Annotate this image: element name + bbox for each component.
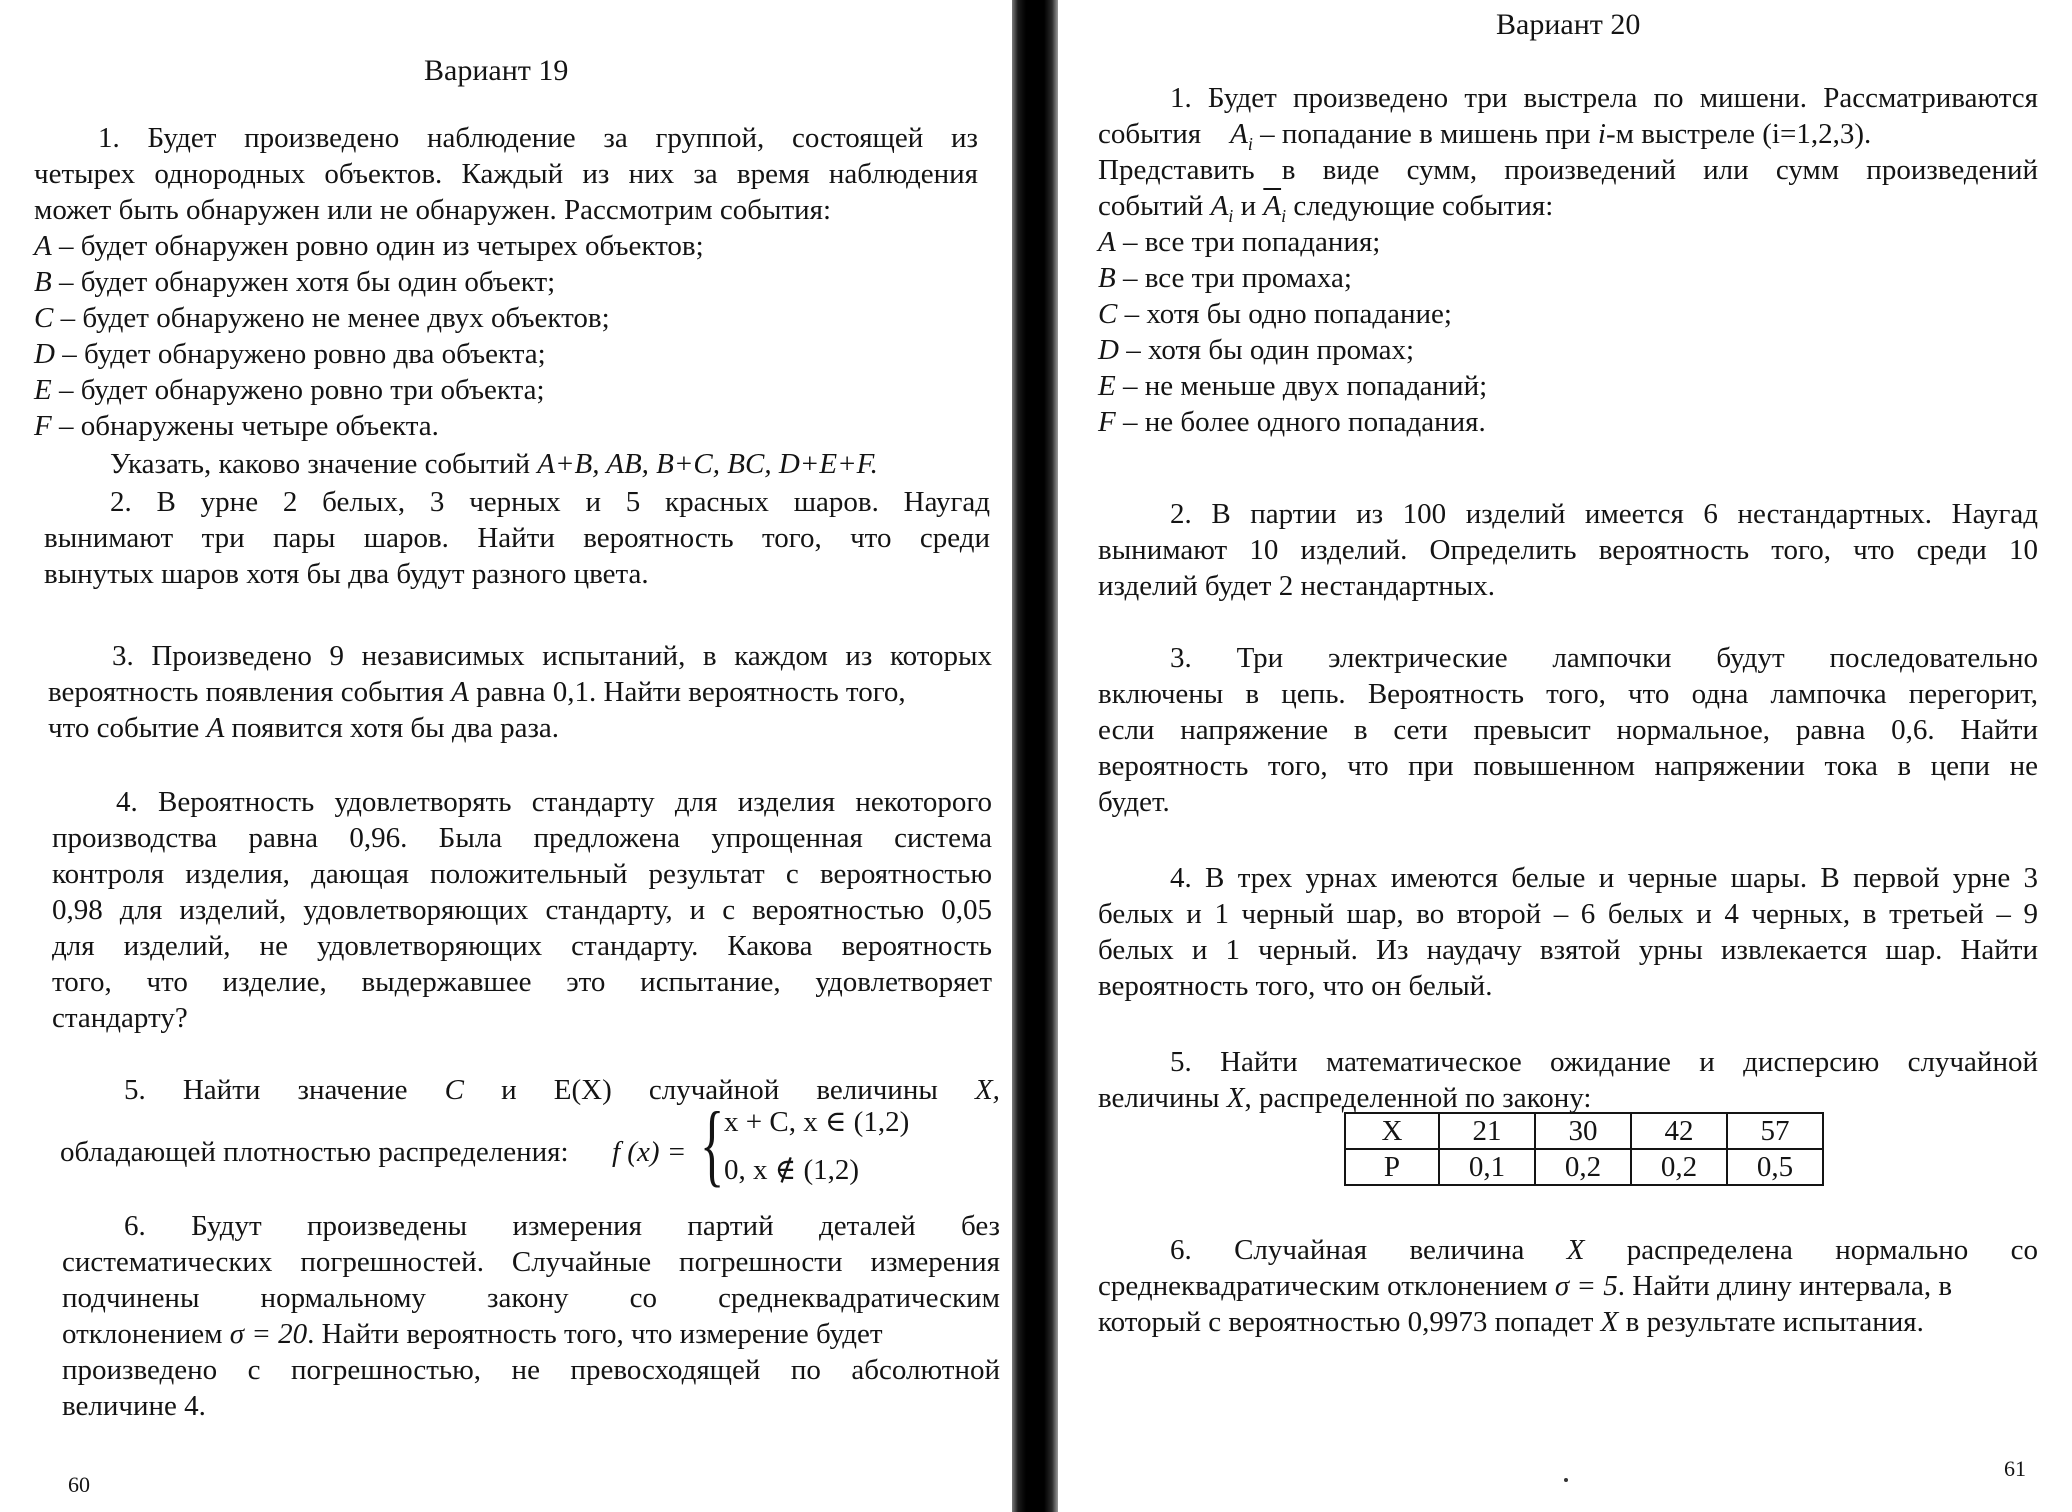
l-p2-line2: вынимают три пары шаров. Найти вероятность того, что среди — [44, 522, 990, 554]
r-p5-line2: величины X, распределенной по закону: — [1098, 1082, 1592, 1114]
r-p3-line4: вероятность того, что при повышенном напряжении тока в цепи не — [1098, 750, 2038, 782]
l-p4-line4: 0,98 для изделий, удовлетворяющих стандарту, и с вероятностью 0,05 — [52, 894, 992, 926]
l-p4-line3: контроля изделия, дающая положительный результат с вероятностью — [52, 858, 992, 890]
l-event-c: C – будет обнаружено не менее двух объектов; — [34, 302, 610, 334]
variant-19-title: Вариант 19 — [424, 54, 569, 87]
left-page — [0, 0, 1012, 1512]
table-cell-p3: 0,2 — [1631, 1149, 1727, 1185]
variant-20-title: Вариант 20 — [1496, 8, 1641, 41]
r-p3-line3: если напряжение в сети превысит нормальное, равна 0,6. Найти — [1098, 714, 2038, 746]
l-p3-line1: 3. Произведено 9 независимых испытаний, в каждом из которых — [112, 640, 992, 672]
scan-speck — [1564, 1478, 1568, 1482]
l-event-d: D – будет обнаружено ровно два объекта; — [34, 338, 546, 370]
r-event-e: E – не меньше двух попаданий; — [1098, 370, 1488, 402]
l-p6-line4: отклонением σ = 20. Найти вероятность того, что измерение будет — [62, 1318, 883, 1350]
l-event-a: A – будет обнаружен ровно один из четырех объектов; — [34, 230, 704, 262]
page-number-60: 60 — [68, 1472, 90, 1497]
l-p2-line1: 2. В урне 2 белых, 3 черных и 5 красных шаров. Наугад — [110, 486, 990, 518]
r-p1-line3: Представить в виде сумм, произведений или сумм произведений — [1098, 154, 2038, 186]
r-p2-line3: изделий будет 2 нестандартных. — [1098, 570, 1496, 602]
l-p5-case1: x + C, x ∈ (1,2) — [724, 1106, 910, 1138]
r-p6-line1: 6. Случайная величина X распределена нормально со — [1170, 1234, 2038, 1266]
r-event-d: D – хотя бы один промах; — [1098, 334, 1415, 366]
r-event-b: B – все три промаха; — [1098, 262, 1352, 294]
l-p6-line2: систематических погрешностей. Случайные погрешности измерения — [62, 1246, 1000, 1278]
r-p2-line1: 2. В партии из 100 изделий имеется 6 нестандартных. Наугад — [1170, 498, 2038, 530]
table-cell-p4: 0,5 — [1727, 1149, 1823, 1185]
r-event-f: F – не более одного попадания. — [1098, 406, 1486, 438]
l-p3-line3: что событие A появится хотя бы два раза. — [48, 712, 560, 744]
r-p4-line1: 4. В трех урнах имеются белые и черные шары. В первой урне 3 — [1170, 862, 2038, 894]
l-event-f: F – обнаружены четыре объекта. — [34, 410, 439, 442]
table-row-p — [1345, 1149, 1823, 1185]
right-page — [1058, 0, 2072, 1512]
table-cell-x1: 21 — [1439, 1113, 1535, 1149]
l-p6-line3: подчинены нормальному закону со среднеквадратическим — [62, 1282, 1000, 1314]
l-p4-line7: стандарту? — [52, 1002, 188, 1034]
l-p2-line3: вынутых шаров хотя бы два будут разного цвета. — [44, 558, 649, 590]
page-number-61: 61 — [2004, 1456, 2026, 1481]
l-p5-func: f (x) = — [612, 1136, 687, 1168]
r-p2-line2: вынимают 10 изделий. Определить вероятность того, что среди 10 — [1098, 534, 2038, 566]
l-p4-line5: для изделий, не удовлетворяющих стандарту. Какова вероятность — [52, 930, 992, 962]
r-p6-line3: который с вероятностью 0,9973 попадет X в результате испытания. — [1098, 1306, 1924, 1338]
l-p1-line2: четырех однородных объектов. Каждый из них за время наблюдения — [34, 158, 978, 190]
l-event-b: B – будет обнаружен хотя бы один объект; — [34, 266, 556, 298]
r-p5-line1: 5. Найти математическое ожидание и дисперсию случайной — [1170, 1046, 2038, 1078]
l-p1-instruction: Указать, каково значение событий A+B, AB, B+C, BC, D+E+F. — [110, 448, 878, 480]
table-header-p: P — [1345, 1149, 1439, 1185]
table-cell-p1: 0,1 — [1439, 1149, 1535, 1185]
l-p5-line2: обладающей плотностью распределения: — [60, 1136, 569, 1168]
r-p1-line4: событий $A_i$ и $\overline{A}_i$ следующие события: — [1098, 190, 1554, 226]
l-p4-line1: 4. Вероятность удовлетворять стандарту для изделия некоторого — [116, 786, 992, 818]
r-p4-line4: вероятность того, что он белый. — [1098, 970, 1493, 1002]
r-event-c: C – хотя бы одно попадание; — [1098, 298, 1452, 330]
l-p1-line3: может быть обнаружен или не обнаружен. Рассмотрим события: — [34, 194, 832, 226]
r-p4-line2: белых и 1 черный шар, во второй – 6 белых и 4 черных, в третьей – 9 — [1098, 898, 2038, 930]
r-p1-line2: события $A_i$ – попадание в мишень при i-м выстреле (i=1,2,3). — [1098, 118, 1872, 154]
distribution-table — [1344, 1112, 1824, 1186]
table-cell-x2: 30 — [1535, 1113, 1631, 1149]
l-p1-line1: 1. Будет произведено наблюдение за группой, состоящей из — [98, 122, 978, 154]
r-p1-line1: 1. Будет произведено три выстрела по мишени. Рассматриваются — [1170, 82, 2038, 114]
l-p4-line2: производства равна 0,96. Была предложена упрощенная система — [52, 822, 992, 854]
l-p5-case2: 0, x ∉ (1,2) — [724, 1154, 860, 1186]
table-cell-x4: 57 — [1727, 1113, 1823, 1149]
table-cell-p2: 0,2 — [1535, 1149, 1631, 1185]
table-row-x — [1345, 1113, 1823, 1149]
l-p4-line6: того, что изделие, выдержавшее это испытание, удовлетворяет — [52, 966, 992, 998]
r-p3-line1: 3. Три электрические лампочки будут последовательно — [1170, 642, 2038, 674]
table-cell-x3: 42 — [1631, 1113, 1727, 1149]
l-p5-brace: { — [699, 1093, 725, 1195]
l-event-e: E – будет обнаружено ровно три объекта; — [34, 374, 545, 406]
l-p6-line6: величине 4. — [62, 1390, 206, 1422]
r-p3-line2: включены в цепь. Вероятность того, что одна лампочка перегорит, — [1098, 678, 2038, 710]
l-p3-line2: вероятность появления события A равна 0,1. Найти вероятность того, — [48, 676, 906, 708]
r-p3-line5: будет. — [1098, 786, 1170, 818]
r-p4-line3: белых и 1 черный. Из наудачу взятой урны извлекается шар. Найти — [1098, 934, 2038, 966]
l-p5-line1: 5. Найти значение C и E(X) случайной величины X, — [124, 1074, 1000, 1106]
book-spine — [1012, 0, 1058, 1512]
r-event-a: A – все три попадания; — [1098, 226, 1381, 258]
r-p6-line2: среднеквадратическим отклонением σ = 5. Найти длину интервала, в — [1098, 1270, 1953, 1302]
l-p6-line5: произведено с погрешностью, не превосходящей по абсолютной — [62, 1354, 1000, 1386]
table-header-x: X — [1345, 1113, 1439, 1149]
l-p6-line1: 6. Будут произведены измерения партий деталей без — [124, 1210, 1000, 1242]
